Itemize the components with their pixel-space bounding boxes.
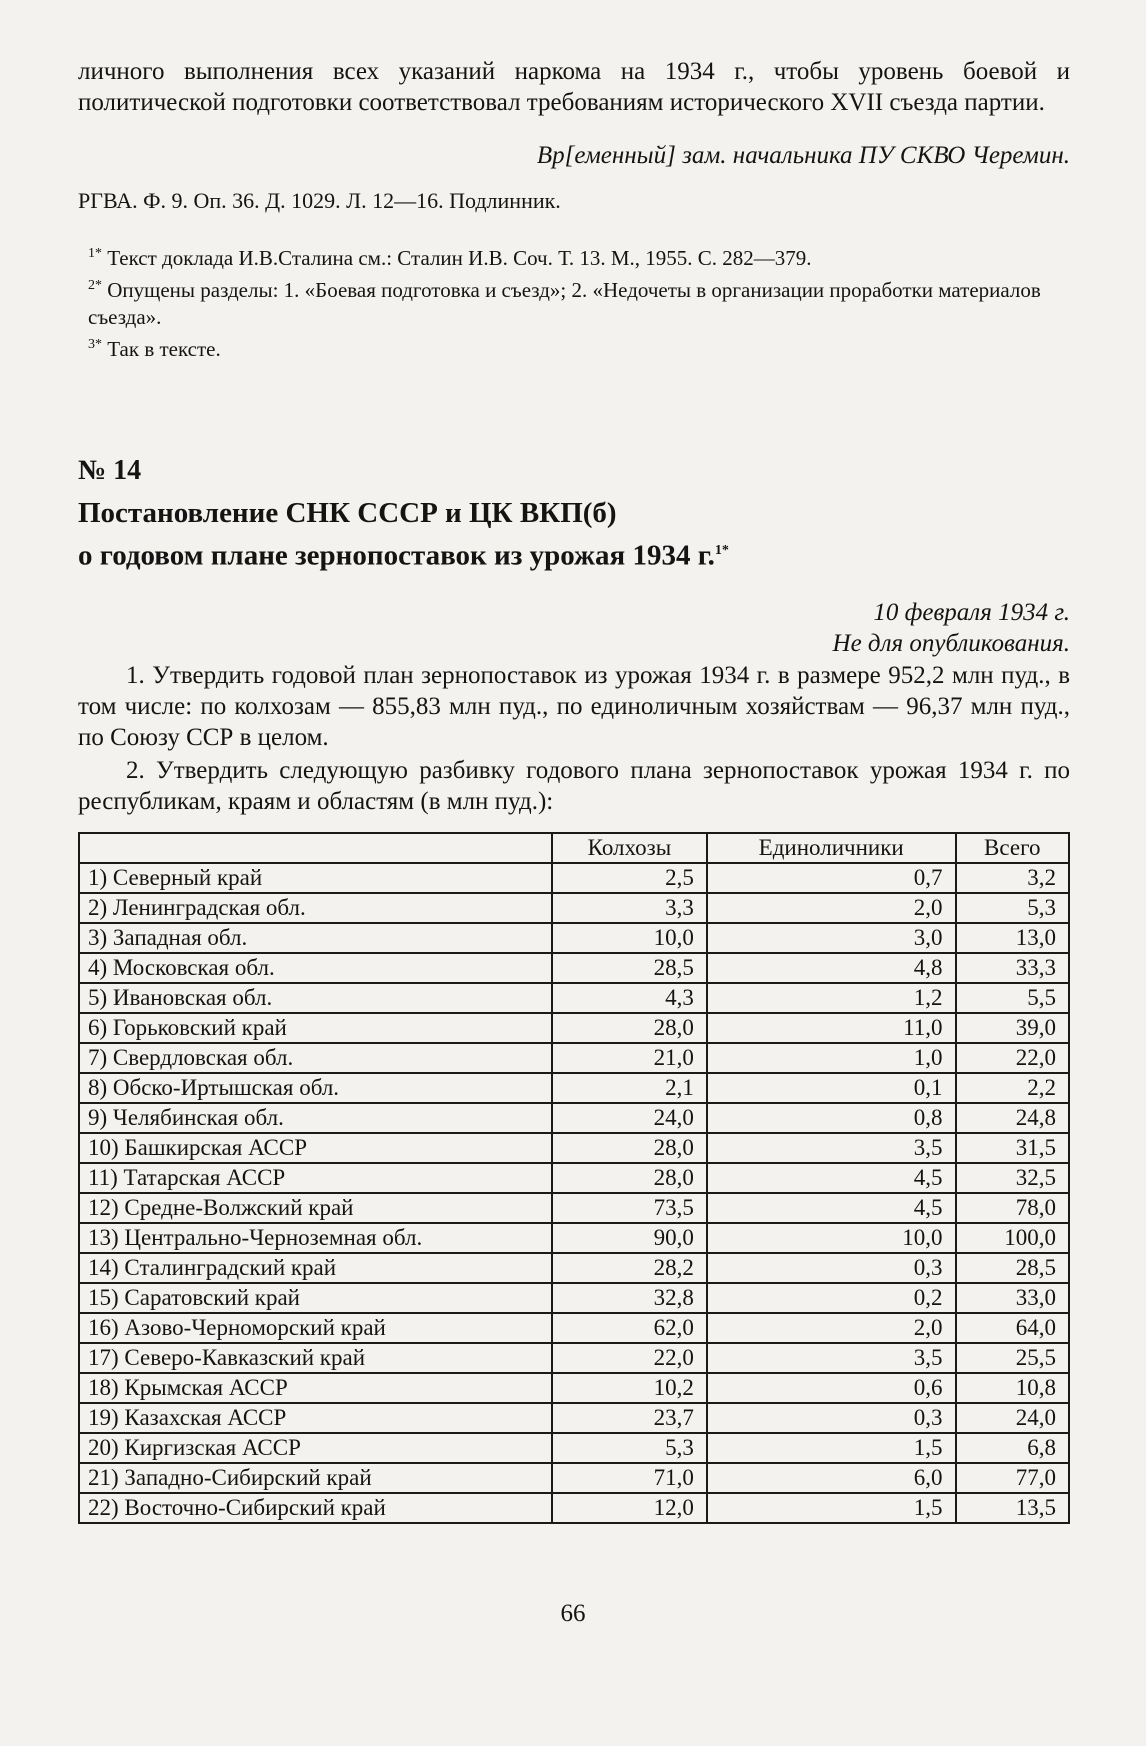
document-classification: Не для опубликования. [832, 629, 1070, 657]
vsego-cell: 39,0 [956, 1013, 1070, 1043]
table-row [79, 1373, 1069, 1403]
vsego-cell: 32,5 [956, 1163, 1070, 1193]
header-kolkhozy: Колхозы [552, 833, 707, 863]
edinolichniki-cell: 1,5 [707, 1433, 956, 1463]
edinolichniki-cell: 6,0 [707, 1463, 956, 1493]
footnotes [78, 240, 1070, 363]
edinolichniki-cell: 3,5 [707, 1343, 956, 1373]
vsego-cell: 33,0 [956, 1283, 1070, 1313]
kolkhozy-cell: 23,7 [552, 1403, 707, 1433]
vsego-cell: 5,5 [956, 983, 1070, 1013]
edinolichniki-cell: 0,8 [707, 1103, 956, 1133]
region-cell: 10) Башкирская АССР [79, 1133, 552, 1163]
edinolichniki-cell: 3,0 [707, 923, 956, 953]
edinolichniki-cell: 1,5 [707, 1493, 956, 1523]
table-row [79, 1043, 1069, 1073]
edinolichniki-cell: 1,2 [707, 983, 956, 1013]
footnote-2: $^{2*}$ Опущены разделы: 1. «Боевая подготовка и съезд»; 2. «Недочеты в организации проработки материалов съезда». [88, 278, 1041, 329]
document-body [78, 660, 1070, 817]
edinolichniki-cell: 11,0 [707, 1013, 956, 1043]
kolkhozy-cell: 28,0 [552, 1163, 707, 1193]
document-header [78, 455, 1070, 659]
region-cell: 5) Ивановская обл. [79, 983, 552, 1013]
edinolichniki-cell: 0,2 [707, 1283, 956, 1313]
table-row [79, 1163, 1069, 1193]
vsego-cell: 78,0 [956, 1193, 1070, 1223]
table-row [79, 1193, 1069, 1223]
edinolichniki-cell: 0,3 [707, 1403, 956, 1433]
table-row [79, 1133, 1069, 1163]
region-cell: 18) Крымская АССР [79, 1373, 552, 1403]
kolkhozy-cell: 4,3 [552, 983, 707, 1013]
kolkhozy-cell: 28,0 [552, 1133, 707, 1163]
region-cell: 17) Северо-Кавказский край [79, 1343, 552, 1373]
edinolichniki-cell: 4,8 [707, 953, 956, 983]
document-title-line2: о годовом плане зернопоставок из урожая 1934 г.$^{1*}$ [78, 539, 729, 572]
vsego-cell: 100,0 [956, 1223, 1070, 1253]
kolkhozy-cell: 12,0 [552, 1493, 707, 1523]
intro-section [78, 56, 1070, 215]
region-cell: 22) Восточно-Сибирский край [79, 1493, 552, 1523]
footnote-3: $^{3*}$ Так в тексте. [88, 337, 221, 361]
vsego-cell: 33,3 [956, 953, 1070, 983]
region-cell: 16) Азово-Черноморский край [79, 1313, 552, 1343]
region-cell: 6) Горьковский край [79, 1013, 552, 1043]
region-cell: 11) Татарская АССР [79, 1163, 552, 1193]
table-header-row [79, 833, 1069, 863]
document-date: 10 февраля 1934 г. [873, 598, 1070, 626]
table-row [79, 1403, 1069, 1433]
table-row [79, 1073, 1069, 1103]
edinolichniki-cell: 0,7 [707, 863, 956, 893]
vsego-cell: 28,5 [956, 1253, 1070, 1283]
table-row [79, 1313, 1069, 1343]
vsego-cell: 6,8 [956, 1433, 1070, 1463]
table-row [79, 923, 1069, 953]
kolkhozy-cell: 2,1 [552, 1073, 707, 1103]
kolkhozy-cell: 32,8 [552, 1283, 707, 1313]
kolkhozy-cell: 71,0 [552, 1463, 707, 1493]
table-row [79, 983, 1069, 1013]
vsego-cell: 22,0 [956, 1043, 1070, 1073]
edinolichniki-cell: 1,0 [707, 1043, 956, 1073]
edinolichniki-cell: 3,5 [707, 1133, 956, 1163]
table-body [79, 863, 1069, 1523]
region-cell: 12) Средне-Волжский край [79, 1193, 552, 1223]
vsego-cell: 25,5 [956, 1343, 1070, 1373]
header-region [79, 833, 552, 863]
grain-plan-table-wrap [78, 832, 1070, 1524]
point-2: 2. Утвердить следующую разбивку годового плана зернопоставок урожая 1934 г. по республикам, краям и областям (в млн пуд.): [78, 757, 1070, 815]
vsego-cell: 77,0 [956, 1463, 1070, 1493]
point-1: 1. Утвердить годовой план зернопоставок из урожая 1934 г. в размере 952,2 млн пуд., в том числе: по колхозам — 855,83 млн пуд., по единоличным хозяйствам — 96,37 млн пуд., по Союзу ССР в целом. [78, 662, 1070, 751]
page-number: 66 [560, 1600, 586, 1627]
vsego-cell: 64,0 [956, 1313, 1070, 1343]
kolkhozy-cell: 62,0 [552, 1313, 707, 1343]
table-row [79, 1223, 1069, 1253]
table-row [79, 893, 1069, 923]
edinolichniki-cell: 2,0 [707, 893, 956, 923]
kolkhozy-cell: 3,3 [552, 893, 707, 923]
region-cell: 7) Свердловская обл. [79, 1043, 552, 1073]
kolkhozy-cell: 5,3 [552, 1433, 707, 1463]
vsego-cell: 13,5 [956, 1493, 1070, 1523]
table-row [79, 1493, 1069, 1523]
grain-plan-table [78, 832, 1070, 1524]
table-row [79, 1103, 1069, 1133]
region-cell: 3) Западная обл. [79, 923, 552, 953]
kolkhozy-cell: 28,0 [552, 1013, 707, 1043]
vsego-cell: 2,2 [956, 1073, 1070, 1103]
region-cell: 19) Казахская АССР [79, 1403, 552, 1433]
edinolichniki-cell: 0,1 [707, 1073, 956, 1103]
footnote-1: $^{1*}$ Текст доклада И.В.Сталина см.: Сталин И.В. Соч. Т. 13. М., 1955. С. 282—379. [88, 246, 812, 270]
edinolichniki-cell: 2,0 [707, 1313, 956, 1343]
kolkhozy-cell: 28,5 [552, 953, 707, 983]
table-row [79, 1253, 1069, 1283]
kolkhozy-cell: 28,2 [552, 1253, 707, 1283]
edinolichniki-cell: 4,5 [707, 1163, 956, 1193]
vsego-cell: 5,3 [956, 893, 1070, 923]
edinolichniki-cell: 10,0 [707, 1223, 956, 1253]
region-cell: 21) Западно-Сибирский край [79, 1463, 552, 1493]
kolkhozy-cell: 10,2 [552, 1373, 707, 1403]
header-edinolichniki: Единоличники [707, 833, 956, 863]
header-vsego: Всего [956, 833, 1070, 863]
kolkhozy-cell: 10,0 [552, 923, 707, 953]
kolkhozy-cell: 90,0 [552, 1223, 707, 1253]
title-footnote-mark: 1* [714, 543, 729, 558]
region-cell: 1) Северный край [79, 863, 552, 893]
kolkhozy-cell: 21,0 [552, 1043, 707, 1073]
document-title-line1: Постановление СНК СССР и ЦК ВКП(б) [78, 497, 617, 529]
vsego-cell: 13,0 [956, 923, 1070, 953]
document-number: № 14 [78, 455, 142, 486]
vsego-cell: 10,8 [956, 1373, 1070, 1403]
intro-paragraph: личного выполнения всех указаний наркома на 1934 г., чтобы уровень боевой и политической подготовки соответствовал требованиям исторического XVII съезда партии. [78, 58, 1070, 116]
kolkhozy-cell: 73,5 [552, 1193, 707, 1223]
table-row [79, 953, 1069, 983]
signature: Вр[еменный] зам. начальника ПУ СКВО Черемин. [536, 142, 1070, 169]
region-cell: 8) Обско-Иртышская обл. [79, 1073, 552, 1103]
table-row [79, 863, 1069, 893]
table-row [79, 1433, 1069, 1463]
edinolichniki-cell: 0,6 [707, 1373, 956, 1403]
region-cell: 2) Ленинградская обл. [79, 893, 552, 923]
region-cell: 15) Саратовский край [79, 1283, 552, 1313]
kolkhozy-cell: 2,5 [552, 863, 707, 893]
kolkhozy-cell: 22,0 [552, 1343, 707, 1373]
region-cell: 14) Сталинградский край [79, 1253, 552, 1283]
table-row [79, 1013, 1069, 1043]
vsego-cell: 24,0 [956, 1403, 1070, 1433]
vsego-cell: 24,8 [956, 1103, 1070, 1133]
vsego-cell: 3,2 [956, 863, 1070, 893]
edinolichniki-cell: 4,5 [707, 1193, 956, 1223]
region-cell: 20) Киргизская АССР [79, 1433, 552, 1463]
vsego-cell: 31,5 [956, 1133, 1070, 1163]
table-row [79, 1283, 1069, 1313]
table-row [79, 1463, 1069, 1493]
edinolichniki-cell: 0,3 [707, 1253, 956, 1283]
region-cell: 13) Центрально-Черноземная обл. [79, 1223, 552, 1253]
archive-source: РГВА. Ф. 9. Оп. 36. Д. 1029. Л. 12—16. Подлинник. [78, 188, 561, 213]
region-cell: 4) Московская обл. [79, 953, 552, 983]
table-row [79, 1343, 1069, 1373]
region-cell: 9) Челябинская обл. [79, 1103, 552, 1133]
kolkhozy-cell: 24,0 [552, 1103, 707, 1133]
